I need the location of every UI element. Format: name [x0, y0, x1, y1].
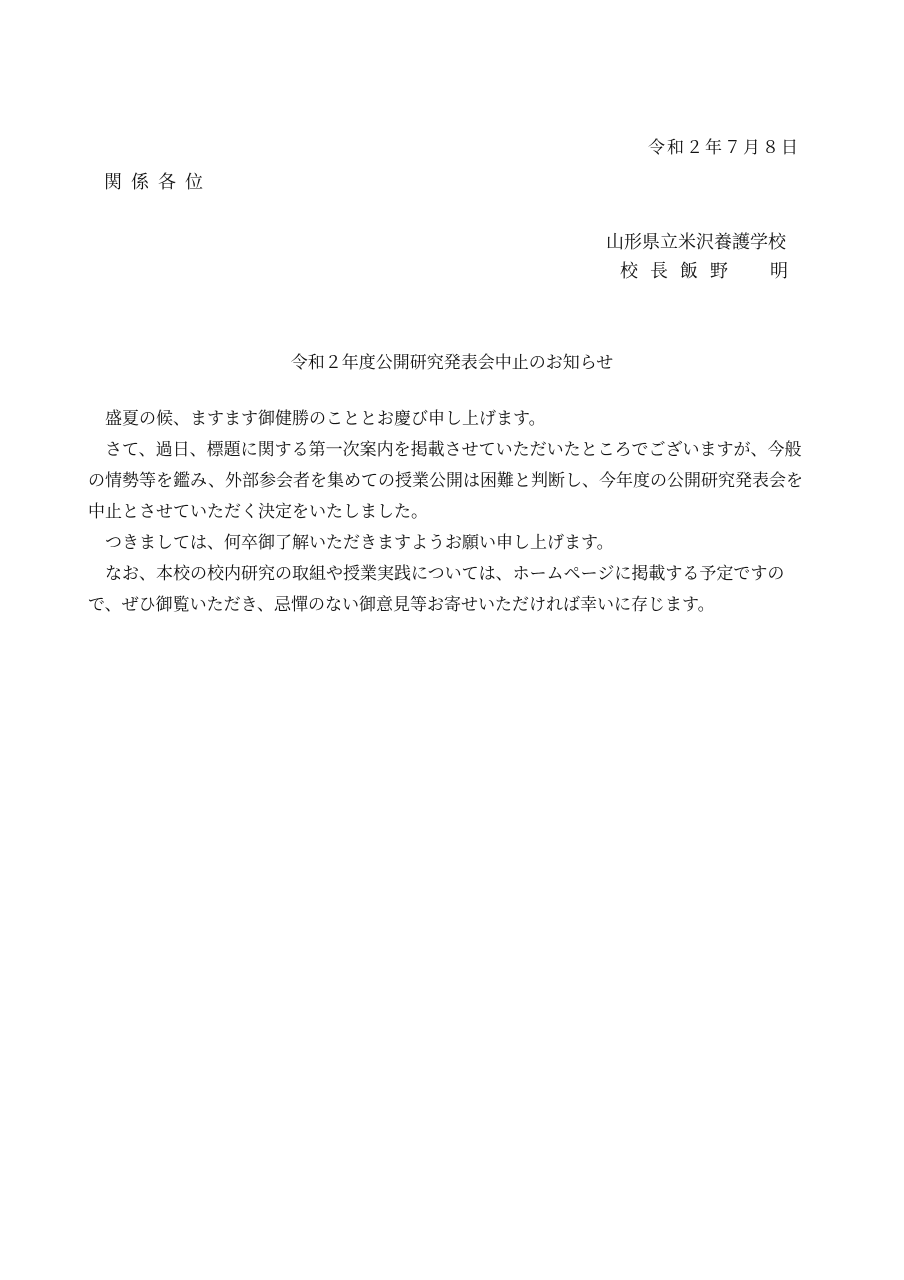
- document-body: [88, 404, 816, 621]
- sender-block: [606, 228, 800, 286]
- sender-principal: 校長飯野 明: [620, 261, 800, 282]
- addressee: 関係各位: [104, 172, 212, 193]
- body-paragraph: なお、本校の校内研究の取組や授業実践については、ホームページに掲載する予定ですので、ぜひ御覧いただき、忌憚のない御意見等お寄せいただければ幸いに存じます。: [88, 564, 785, 615]
- sender-organization: 山形県立米沢養護学校: [606, 232, 786, 253]
- document-title: 令和２年度公開研究発表会中止のお知らせ: [290, 353, 614, 373]
- body-paragraph: さて、過日、標題に関する第一次案内を掲載させていただいたところでございますが、今般の情勢等を鑑み、外部参会者を集めての授業公開は困難と判断し、今年度の公開研究発表会を中止とさせていただく決定をいたしました。: [88, 440, 804, 522]
- body-paragraph: つきましては、何卒御了解いただきますようお願い申し上げます。: [105, 533, 614, 553]
- body-paragraph: 盛夏の候、ますます御健勝のこととお慶び申し上げます。: [105, 409, 546, 429]
- document-date: 令和２年７月８日: [648, 138, 800, 158]
